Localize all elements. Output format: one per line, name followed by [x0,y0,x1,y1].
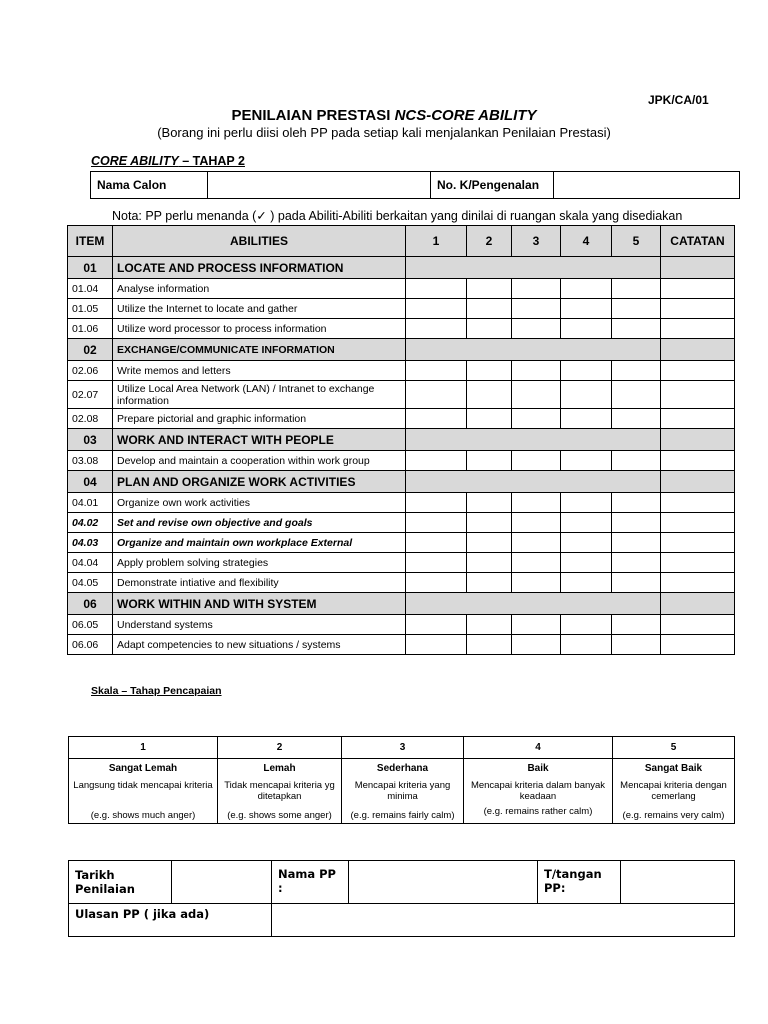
scale-2-cell[interactable] [467,533,512,553]
level-heading [91,154,245,168]
header-scale-3: 3 [512,226,561,257]
ability-text: Analyse information [113,279,406,299]
catatan-cell[interactable] [661,381,735,409]
scale-1-cell[interactable] [406,635,467,655]
scale-2-cell[interactable] [467,553,512,573]
ability-text: Organize own work activities [113,493,406,513]
scale-4-cell[interactable] [561,381,612,409]
scale-4-cell[interactable] [561,409,612,429]
section-row-03 [68,429,735,451]
section-catatan [661,593,735,615]
ability-text: Prepare pictorial and graphic information [113,409,406,429]
ability-row [68,533,735,553]
ability-code: 04.02 [68,513,113,533]
catatan-cell[interactable] [661,361,735,381]
scale-3-cell[interactable] [512,553,561,573]
section-title: WORK WITHIN AND WITH SYSTEM [113,593,406,615]
remarks-row [69,904,735,937]
scale-2-cell[interactable] [467,635,512,655]
scale-example: (e.g. shows some anger) [227,810,332,821]
scale-3-cell[interactable] [512,635,561,655]
section-title: WORK AND INTERACT WITH PEOPLE [113,429,406,451]
section-title: EXCHANGE/COMMUNICATE INFORMATION [113,339,406,361]
page-subtitle: (Borang ini perlu diisi oleh PP pada setiap kali menjalankan Penilaian Prestasi) [157,125,611,140]
catatan-cell[interactable] [661,299,735,319]
section-number: 03 [68,429,113,451]
scale-1-cell[interactable] [406,493,467,513]
scale-cell [613,759,735,824]
ability-text: Set and revise own objective and goals [113,513,406,533]
catatan-cell[interactable] [661,635,735,655]
scale-legend-table [68,736,735,824]
scale-2-cell[interactable] [467,513,512,533]
scale-4-cell[interactable] [561,299,612,319]
section-number: 04 [68,471,113,493]
section-catatan [661,257,735,279]
ability-text: Write memos and letters [113,361,406,381]
scale-1-cell[interactable] [406,573,467,593]
catatan-cell[interactable] [661,553,735,573]
scale-2-cell[interactable] [467,409,512,429]
section-catatan [661,429,735,451]
abilities-table [67,225,735,655]
scale-name: Baik [527,763,549,774]
ability-row [68,635,735,655]
ability-row [68,615,735,635]
signoff-row [69,861,735,904]
assessor-name-field[interactable] [349,861,538,904]
remarks-field[interactable] [272,904,735,937]
section-row-02 [68,339,735,361]
header-catatan: CATATAN [661,226,735,257]
level-rest: – TAHAP 2 [178,154,245,168]
ability-code: 02.07 [68,381,113,409]
catatan-cell[interactable] [661,279,735,299]
scale-1-cell[interactable] [406,553,467,573]
catatan-cell[interactable] [661,513,735,533]
scale-4-cell[interactable] [561,635,612,655]
scale-3-cell[interactable] [512,319,561,339]
ability-text: Utilize Local Area Network (LAN) / Intranet to exchange information [113,381,406,409]
section-catatan [661,471,735,493]
scale-cell [69,759,218,824]
scale-description: Mencapai kriteria yang minima [354,780,451,802]
scale-3-cell[interactable] [512,573,561,593]
scale-number: 4 [464,737,613,759]
ability-code: 02.08 [68,409,113,429]
section-row-04 [68,471,735,493]
scale-3-cell[interactable] [512,533,561,553]
scale-2-cell[interactable] [467,451,512,471]
ability-text: Adapt competencies to new situations / systems [113,635,406,655]
section-catatan [661,339,735,361]
candidate-table [90,171,740,199]
scale-5-cell[interactable] [612,451,661,471]
scale-3-cell[interactable] [512,409,561,429]
catatan-cell[interactable] [661,451,735,471]
scale-4-cell[interactable] [561,553,612,573]
scale-1-cell[interactable] [406,361,467,381]
scale-1-cell[interactable] [406,513,467,533]
section-scale-band [406,593,661,615]
scale-5-cell[interactable] [612,513,661,533]
scale-3-cell[interactable] [512,381,561,409]
scale-3-cell[interactable] [512,513,561,533]
section-title: LOCATE AND PROCESS INFORMATION [113,257,406,279]
scale-4-cell[interactable] [561,361,612,381]
scale-4-cell[interactable] [561,513,612,533]
scale-cell [218,759,342,824]
candidate-name-label: Nama Calon [91,172,208,199]
scale-4-cell[interactable] [561,279,612,299]
scale-1-cell[interactable] [406,279,467,299]
title-italic: NCS-CORE ABILITY [394,107,537,124]
scale-description-row [69,759,735,824]
abilities-header-row [68,226,735,257]
assessor-signature-field[interactable] [621,861,735,904]
ability-text: Utilize word processor to process information [113,319,406,339]
ability-row [68,513,735,533]
candidate-name-field[interactable] [208,172,431,199]
assessor-signature-label: T/tangan PP: [538,861,621,904]
scale-5-cell[interactable] [612,635,661,655]
ability-code: 02.06 [68,361,113,381]
signoff-table [68,860,735,937]
ability-code: 04.04 [68,553,113,573]
scale-3-cell[interactable] [512,361,561,381]
ability-text: Develop and maintain a cooperation within work group [113,451,406,471]
scale-4-cell[interactable] [561,493,612,513]
scale-4-cell[interactable] [561,451,612,471]
remarks-label: Ulasan PP ( jika ada) [69,904,272,937]
candidate-id-field[interactable] [554,172,740,199]
scale-3-cell[interactable] [512,451,561,471]
scale-5-cell[interactable] [612,409,661,429]
level-italic: CORE ABILITY [91,154,179,168]
scale-1-cell[interactable] [406,533,467,553]
ability-row [68,493,735,513]
section-number: 02 [68,339,113,361]
scale-description: Tidak mencapai kriteria yg ditetapkan [224,780,335,802]
scale-5-cell[interactable] [612,299,661,319]
scale-5-cell[interactable] [612,381,661,409]
form-code: JPK/CA/01 [648,93,709,107]
scale-example: (e.g. remains rather calm) [483,806,593,817]
scale-4-cell[interactable] [561,615,612,635]
scale-number: 2 [218,737,342,759]
header-scale-5: 5 [612,226,661,257]
scale-5-cell[interactable] [612,533,661,553]
scale-2-cell[interactable] [467,279,512,299]
header-scale-1: 1 [406,226,467,257]
scale-cell [464,759,613,824]
ability-code: 04.03 [68,533,113,553]
ability-row [68,573,735,593]
scale-number: 1 [69,737,218,759]
ability-row [68,381,735,409]
ability-text: Demonstrate intiative and flexibility [113,573,406,593]
section-number: 06 [68,593,113,615]
catatan-cell[interactable] [661,533,735,553]
scale-2-cell[interactable] [467,299,512,319]
scale-4-cell[interactable] [561,533,612,553]
ability-code: 04.05 [68,573,113,593]
scale-2-cell[interactable] [467,381,512,409]
ability-code: 06.05 [68,615,113,635]
scale-description: Mencapai kriteria dalam banyak keadaan [470,780,606,802]
header-scale-4: 4 [561,226,612,257]
ability-code: 06.06 [68,635,113,655]
section-row-01 [68,257,735,279]
scale-example: (e.g. remains fairly calm) [350,810,455,821]
title-plain: PENILAIAN PRESTASI [231,107,395,124]
scale-4-cell[interactable] [561,573,612,593]
section-number: 01 [68,257,113,279]
scale-name: Sangat Lemah [108,763,178,774]
scale-5-cell[interactable] [612,279,661,299]
scale-1-cell[interactable] [406,299,467,319]
scale-2-cell[interactable] [467,361,512,381]
scale-3-cell[interactable] [512,299,561,319]
ability-text: Apply problem solving strategies [113,553,406,573]
scale-3-cell[interactable] [512,279,561,299]
ability-row [68,553,735,573]
catatan-cell[interactable] [661,615,735,635]
scale-heading: Skala – Tahap Pencapaian [91,685,222,697]
instruction-note: Nota: PP perlu menanda (✓ ) pada Abiliti-Abiliti berkaitan yang dinilai di ruangan skala yang disediakan [112,209,683,223]
section-scale-band [406,471,661,493]
scale-example: (e.g. shows much anger) [90,810,196,821]
ability-code: 01.05 [68,299,113,319]
ability-text: Understand systems [113,615,406,635]
catatan-cell[interactable] [661,409,735,429]
scale-number-row [69,737,735,759]
scale-4-cell[interactable] [561,319,612,339]
section-scale-band [406,339,661,361]
ability-row [68,409,735,429]
ability-code: 03.08 [68,451,113,471]
scale-1-cell[interactable] [406,615,467,635]
scale-2-cell[interactable] [467,319,512,339]
section-scale-band [406,429,661,451]
ability-row [68,279,735,299]
scale-5-cell[interactable] [612,493,661,513]
ability-row [68,361,735,381]
section-row-06 [68,593,735,615]
assessment-date-field[interactable] [172,861,272,904]
header-item: ITEM [68,226,113,257]
ability-code: 04.01 [68,493,113,513]
ability-code: 01.06 [68,319,113,339]
scale-name: Lemah [263,763,296,774]
scale-5-cell[interactable] [612,615,661,635]
ability-row [68,299,735,319]
scale-number: 3 [342,737,464,759]
section-title: PLAN AND ORGANIZE WORK ACTIVITIES [113,471,406,493]
scale-5-cell[interactable] [612,553,661,573]
candidate-id-label: No. K/Pengenalan [431,172,554,199]
scale-5-cell[interactable] [612,361,661,381]
scale-1-cell[interactable] [406,319,467,339]
section-scale-band [406,257,661,279]
scale-2-cell[interactable] [467,493,512,513]
ability-text: Organize and maintain own workplace External [113,533,406,553]
scale-name: Sangat Baik [644,763,703,774]
scale-example: (e.g. remains very calm) [622,810,725,821]
scale-number: 5 [613,737,735,759]
assessment-date-label: Tarikh Penilaian [69,861,172,904]
ability-row [68,451,735,471]
ability-code: 01.04 [68,279,113,299]
ability-row [68,319,735,339]
scale-1-cell[interactable] [406,451,467,471]
catatan-cell[interactable] [661,319,735,339]
catatan-cell[interactable] [661,573,735,593]
scale-description: Langsung tidak mencapai kriteria [73,780,213,791]
assessor-name-label: Nama PP : [272,861,349,904]
scale-3-cell[interactable] [512,493,561,513]
scale-2-cell[interactable] [467,615,512,635]
page-title [0,107,768,124]
scale-1-cell[interactable] [406,381,467,409]
ability-text: Utilize the Internet to locate and gather [113,299,406,319]
scale-2-cell[interactable] [467,573,512,593]
scale-5-cell[interactable] [612,573,661,593]
header-abilities: ABILITIES [113,226,406,257]
scale-1-cell[interactable] [406,409,467,429]
scale-cell [342,759,464,824]
scale-3-cell[interactable] [512,615,561,635]
header-scale-2: 2 [467,226,512,257]
scale-5-cell[interactable] [612,319,661,339]
scale-name: Sederhana [376,763,429,774]
catatan-cell[interactable] [661,493,735,513]
scale-description: Mencapai kriteria dengan cemerlang [620,780,727,802]
